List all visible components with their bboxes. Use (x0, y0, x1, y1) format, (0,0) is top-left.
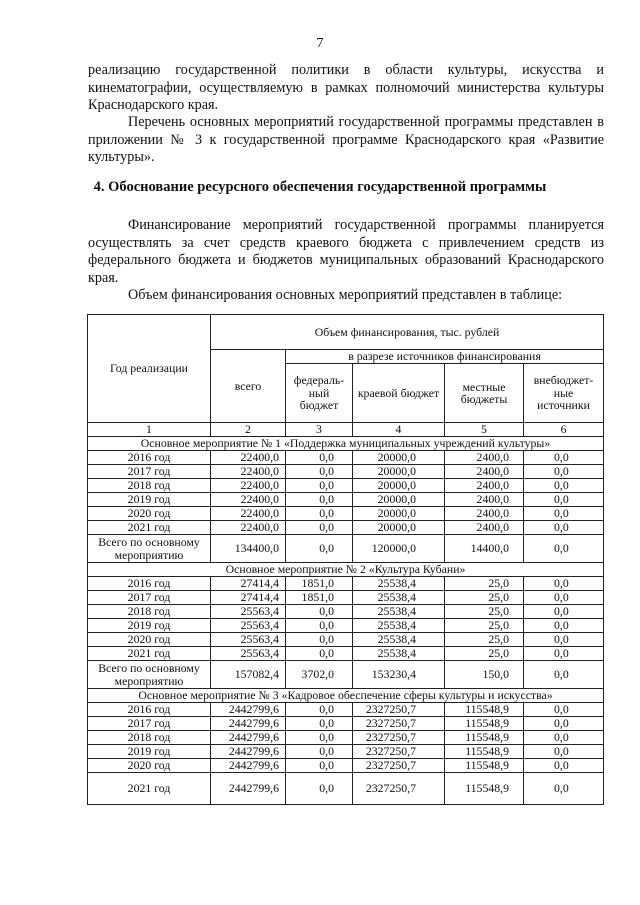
year-cell: 2017 год (88, 717, 211, 731)
header-volume: Объем финансирования, тыс. рублей (211, 315, 604, 350)
federal-cell: 0,0 (286, 465, 353, 479)
section-title: Основное мероприятие № 2 «Культура Кубани» (88, 563, 604, 577)
table-row (88, 703, 604, 717)
regional-cell: 2327250,7 (353, 703, 445, 717)
total-cell: 25563,4 (211, 633, 286, 647)
local-cell: 2400,0 (445, 507, 524, 521)
offbudget-cell: 0,0 (524, 633, 604, 647)
regional-cell: 25538,4 (353, 605, 445, 619)
table-row (88, 759, 604, 773)
regional-cell: 120000,0 (353, 535, 445, 563)
section-title: Основное мероприятие № 1 «Поддержка муниципальных учреждений культуры» (88, 437, 604, 451)
offbudget-cell: 0,0 (524, 465, 604, 479)
year-cell: 2020 год (88, 507, 211, 521)
local-cell: 115548,9 (445, 731, 524, 745)
header-federal: федераль-ный бюджет (286, 364, 353, 423)
regional-cell: 25538,4 (353, 647, 445, 661)
total-cell: 27414,4 (211, 577, 286, 591)
year-cell: 2021 год (88, 521, 211, 535)
offbudget-cell: 0,0 (524, 745, 604, 759)
table-row (88, 493, 604, 507)
offbudget-cell: 0,0 (524, 605, 604, 619)
regional-cell: 2327250,7 (353, 759, 445, 773)
paragraph-financing: Финансирование мероприятий государственной программы планируется осуществлять за счет средств краевого бюджета с привлечением средств из федерального бюджета и бюджетов муниципальных образований Краснодарского края. (88, 217, 604, 286)
federal-cell: 0,0 (286, 745, 353, 759)
regional-cell: 20000,0 (353, 465, 445, 479)
offbudget-cell: 0,0 (524, 703, 604, 717)
federal-cell: 0,0 (286, 773, 353, 805)
table-row (88, 633, 604, 647)
total-cell: 2442799,6 (211, 745, 286, 759)
table-row (88, 465, 604, 479)
total-cell: 22400,0 (211, 521, 286, 535)
offbudget-cell: 0,0 (524, 535, 604, 563)
offbudget-cell: 0,0 (524, 493, 604, 507)
local-cell: 25,0 (445, 591, 524, 605)
total-cell: 25563,4 (211, 619, 286, 633)
local-cell: 150,0 (445, 661, 524, 689)
total-cell: 22400,0 (211, 507, 286, 521)
year-cell: 2016 год (88, 703, 211, 717)
federal-cell: 0,0 (286, 507, 353, 521)
federal-cell: 1851,0 (286, 591, 353, 605)
table-row (88, 745, 604, 759)
federal-cell: 0,0 (286, 619, 353, 633)
regional-cell: 2327250,7 (353, 717, 445, 731)
federal-cell: 0,0 (286, 703, 353, 717)
year-cell: 2019 год (88, 745, 211, 759)
local-cell: 2400,0 (445, 521, 524, 535)
table-row (88, 619, 604, 633)
year-cell: 2018 год (88, 479, 211, 493)
total-cell: 134400,0 (211, 535, 286, 563)
total-cell: 25563,4 (211, 605, 286, 619)
header-total: всего (211, 350, 286, 423)
header-by-source: в разрезе источников финансирования (286, 350, 604, 364)
total-row (88, 535, 604, 563)
table-row (88, 605, 604, 619)
year-cell: 2020 год (88, 633, 211, 647)
local-cell: 25,0 (445, 647, 524, 661)
col-number: 1 (88, 423, 211, 437)
year-cell: 2017 год (88, 591, 211, 605)
regional-cell: 25538,4 (353, 591, 445, 605)
financing-table (87, 314, 604, 805)
local-cell: 2400,0 (445, 465, 524, 479)
col-number: 3 (286, 423, 353, 437)
local-cell: 115548,9 (445, 759, 524, 773)
regional-cell: 25538,4 (353, 633, 445, 647)
section-title-row (88, 563, 604, 577)
year-cell: 2016 год (88, 577, 211, 591)
regional-cell: 20000,0 (353, 451, 445, 465)
federal-cell: 0,0 (286, 521, 353, 535)
total-cell: 22400,0 (211, 451, 286, 465)
offbudget-cell: 0,0 (524, 773, 604, 805)
year-cell: Всего по основному мероприятию (88, 661, 211, 689)
year-cell: 2021 год (88, 647, 211, 661)
local-cell: 25,0 (445, 633, 524, 647)
total-cell: 157082,4 (211, 661, 286, 689)
regional-cell: 25538,4 (353, 619, 445, 633)
regional-cell: 20000,0 (353, 479, 445, 493)
section-title-row (88, 689, 604, 703)
offbudget-cell: 0,0 (524, 731, 604, 745)
paragraph-list-reference: Перечень основных мероприятий государственной программы представлен в приложении № 3 к государственной программе Краснодарского края «Развитие культуры». (88, 114, 604, 165)
header-local: местные бюджеты (445, 364, 524, 423)
local-cell: 14400,0 (445, 535, 524, 563)
regional-cell: 2327250,7 (353, 745, 445, 759)
col-number: 5 (445, 423, 524, 437)
year-cell: Всего по основному мероприятию (88, 535, 211, 563)
table-row (88, 507, 604, 521)
table-row (88, 521, 604, 535)
regional-cell: 25538,4 (353, 577, 445, 591)
regional-cell: 153230,4 (353, 661, 445, 689)
regional-cell: 20000,0 (353, 493, 445, 507)
federal-cell: 0,0 (286, 633, 353, 647)
section-title-row (88, 437, 604, 451)
federal-cell: 0,0 (286, 759, 353, 773)
total-cell: 22400,0 (211, 493, 286, 507)
offbudget-cell: 0,0 (524, 479, 604, 493)
year-cell: 2017 год (88, 465, 211, 479)
year-cell: 2021 год (88, 773, 211, 805)
local-cell: 2400,0 (445, 451, 524, 465)
offbudget-cell: 0,0 (524, 451, 604, 465)
year-cell: 2018 год (88, 731, 211, 745)
year-cell: 2020 год (88, 759, 211, 773)
local-cell: 2400,0 (445, 479, 524, 493)
table-row (88, 591, 604, 605)
offbudget-cell: 0,0 (524, 619, 604, 633)
section-heading: 4. Обоснование ресурсного обеспечения государственной программы (93, 179, 547, 195)
header-year: Год реализации (88, 315, 211, 423)
federal-cell: 1851,0 (286, 577, 353, 591)
year-cell: 2016 год (88, 451, 211, 465)
table-row (88, 773, 604, 805)
local-cell: 115548,9 (445, 717, 524, 731)
table-row (88, 451, 604, 465)
federal-cell: 0,0 (286, 717, 353, 731)
regional-cell: 2327250,7 (353, 731, 445, 745)
regional-cell: 20000,0 (353, 507, 445, 521)
total-row (88, 661, 604, 689)
local-cell: 115548,9 (445, 703, 524, 717)
federal-cell: 0,0 (286, 731, 353, 745)
offbudget-cell: 0,0 (524, 521, 604, 535)
total-cell: 27414,4 (211, 591, 286, 605)
total-cell: 2442799,6 (211, 717, 286, 731)
table-row (88, 577, 604, 591)
local-cell: 25,0 (445, 577, 524, 591)
regional-cell: 20000,0 (353, 521, 445, 535)
offbudget-cell: 0,0 (524, 661, 604, 689)
federal-cell: 0,0 (286, 451, 353, 465)
column-number-row (88, 423, 604, 437)
offbudget-cell: 0,0 (524, 717, 604, 731)
year-cell: 2019 год (88, 493, 211, 507)
total-cell: 2442799,6 (211, 731, 286, 745)
section-title: Основное мероприятие № 3 «Кадровое обеспечение сферы культуры и искусства» (88, 689, 604, 703)
total-cell: 22400,0 (211, 479, 286, 493)
col-number: 4 (353, 423, 445, 437)
total-cell: 2442799,6 (211, 759, 286, 773)
offbudget-cell: 0,0 (524, 507, 604, 521)
table-row (88, 717, 604, 731)
local-cell: 25,0 (445, 619, 524, 633)
offbudget-cell: 0,0 (524, 759, 604, 773)
table-row (88, 647, 604, 661)
local-cell: 115548,9 (445, 745, 524, 759)
total-cell: 25563,4 (211, 647, 286, 661)
year-cell: 2019 год (88, 619, 211, 633)
total-cell: 2442799,6 (211, 703, 286, 717)
offbudget-cell: 0,0 (524, 591, 604, 605)
page-number: 7 (316, 36, 324, 51)
federal-cell: 0,0 (286, 493, 353, 507)
header-regional: краевой бюджет (353, 364, 445, 423)
local-cell: 25,0 (445, 605, 524, 619)
federal-cell: 0,0 (286, 535, 353, 563)
table-row (88, 479, 604, 493)
local-cell: 2400,0 (445, 493, 524, 507)
table-row (88, 731, 604, 745)
year-cell: 2018 год (88, 605, 211, 619)
federal-cell: 0,0 (286, 479, 353, 493)
local-cell: 115548,9 (445, 773, 524, 805)
total-cell: 22400,0 (211, 465, 286, 479)
paragraph-table-intro: Объем финансирования основных мероприятий представлен в таблице: (128, 287, 563, 303)
federal-cell: 0,0 (286, 605, 353, 619)
total-cell: 2442799,6 (211, 773, 286, 805)
header-offbudget: внебюджет-ные источники (524, 364, 604, 423)
offbudget-cell: 0,0 (524, 647, 604, 661)
federal-cell: 3702,0 (286, 661, 353, 689)
offbudget-cell: 0,0 (524, 577, 604, 591)
federal-cell: 0,0 (286, 647, 353, 661)
col-number: 6 (524, 423, 604, 437)
paragraph-intro: реализацию государственной политики в области культуры, искусства и кинематографии, осуществляемую в рамках полномочий министерства культуры Краснодарского края. (88, 62, 604, 113)
col-number: 2 (211, 423, 286, 437)
regional-cell: 2327250,7 (353, 773, 445, 805)
